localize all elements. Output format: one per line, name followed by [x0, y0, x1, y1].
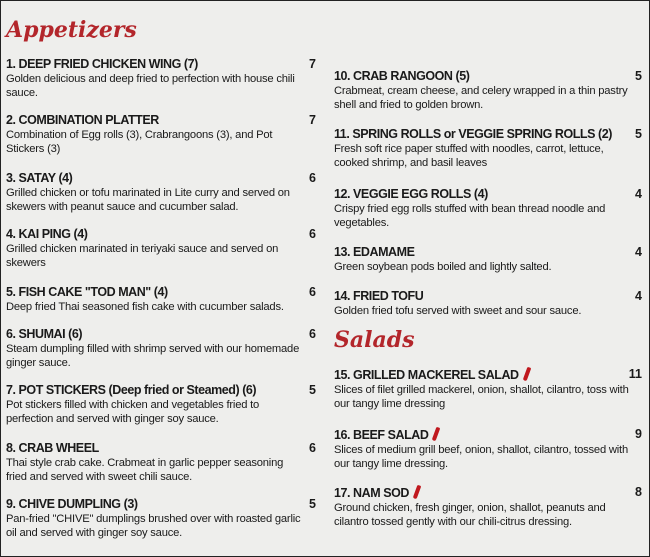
chili-pepper-icon	[522, 367, 531, 382]
left-column	[6, 15, 316, 553]
item-title: 1. DEEP FRIED CHICKEN WING (7)	[6, 57, 198, 71]
item-description: Steam dumpling filled with shrimp served with our homemade ginger sauce.	[6, 343, 300, 369]
item-price: 7	[309, 57, 316, 71]
item-title: 8. CRAB WHEEL	[6, 441, 99, 455]
item-price: 5	[635, 69, 642, 83]
item-title: 12. VEGGIE EGG ROLLS (4)	[334, 187, 488, 201]
item-title: 6. SHUMAI (6)	[6, 327, 83, 341]
item-price: 5	[309, 383, 316, 397]
appetizers-heading: Appetizers	[6, 17, 137, 43]
item-price: 7	[309, 113, 316, 127]
item-title: 15. GRILLED MACKEREL SALAD	[334, 368, 519, 382]
item-price: 11	[628, 367, 642, 381]
item-title: 7. POT STICKERS (Deep fried or Steamed) (6)	[6, 383, 257, 397]
menu-item	[334, 69, 642, 127]
item-title: 16. BEEF SALAD	[334, 428, 429, 442]
item-description: Green soybean pods boiled and lightly salted.	[334, 261, 552, 273]
menu-item	[334, 187, 642, 245]
item-description: Pot stickers filled with chicken and vegetables fried to perfection and served with ginger soy sauce.	[6, 399, 260, 425]
item-description: Thai style crab cake. Crabmeat in garlic pepper seasoning fried and served with sweet chili sauce.	[6, 457, 284, 483]
menu-item	[6, 171, 316, 227]
item-price: 8	[635, 485, 642, 499]
item-price: 5	[309, 497, 316, 511]
item-description: Crabmeat, cream cheese, and celery wrapped in a thin pastry shell and fried to golden brown.	[334, 85, 628, 111]
item-title: 3. SATAY (4)	[6, 171, 73, 185]
item-description: Ground chicken, fresh ginger, onion, shallot, peanuts and cilantro tossed gently with our chili-citrus dressing.	[334, 502, 606, 528]
item-description: Grilled chicken or tofu marinated in Lite curry and served on skewers with peanut sauce and cucumber salad.	[6, 187, 290, 213]
item-title: 9. CHIVE DUMPLING (3)	[6, 497, 138, 511]
item-title: 10. CRAB RANGOON (5)	[334, 69, 470, 83]
menu-item	[6, 113, 316, 171]
chili-pepper-icon	[413, 485, 422, 500]
menu-item	[334, 427, 642, 485]
menu-item	[334, 367, 642, 427]
item-price: 4	[635, 289, 642, 303]
item-price: 6	[309, 171, 316, 185]
item-price: 9	[635, 427, 642, 441]
item-title: 4. KAI PING (4)	[6, 227, 88, 241]
item-description: Pan-fried "CHIVE" dumplings brushed over with roasted garlic oil and served with ginger soy sauce.	[6, 513, 301, 539]
item-description: Golden delicious and deep fried to perfection with house chili sauce.	[6, 73, 295, 99]
menu-item	[334, 485, 642, 541]
item-description: Deep fried Thai seasoned fish cake with cucumber salads.	[6, 301, 284, 313]
item-description: Crispy fried egg rolls stuffed with bean thread noodle and vegetables.	[334, 203, 606, 229]
item-price: 6	[309, 327, 316, 341]
menu-item	[6, 497, 316, 553]
item-price: 5	[635, 127, 642, 141]
chili-pepper-icon	[432, 427, 441, 442]
item-price: 4	[635, 245, 642, 259]
menu-item	[6, 441, 316, 497]
item-description: Grilled chicken marinated in teriyaki sauce and served on skewers	[6, 243, 279, 269]
item-title: 17. NAM SOD	[334, 486, 409, 500]
menu-item	[334, 127, 642, 187]
menu-item	[6, 327, 316, 383]
menu-item	[6, 57, 316, 113]
item-title: 11. SPRING ROLLS or VEGGIE SPRING ROLLS (2)	[334, 127, 612, 141]
item-description: Golden fried tofu served with sweet and sour sauce.	[334, 305, 582, 317]
menu-item	[6, 383, 316, 441]
item-price: 6	[309, 285, 316, 299]
item-description: Combination of Egg rolls (3), Crabrangoons (3), and Pot Stickers (3)	[6, 129, 273, 155]
menu-item	[6, 227, 316, 285]
item-title: 13. EDAMAME	[334, 245, 415, 259]
item-title: 2. COMBINATION PLATTER	[6, 113, 159, 127]
menu-item	[6, 285, 316, 327]
menu-item	[334, 289, 642, 325]
item-title: 14. FRIED TOFU	[334, 289, 424, 303]
item-description: Fresh soft rice paper stuffed with noodles, carrot, lettuce, cooked shrimp, and basil leaves	[334, 143, 604, 169]
salads-heading: Salads	[334, 327, 415, 353]
item-price: 4	[635, 187, 642, 201]
right-column	[334, 69, 642, 541]
item-description: Slices of medium grill beef, onion, shallot, cilantro, tossed with our tangy lime dressing.	[334, 444, 628, 470]
item-price: 6	[309, 441, 316, 455]
item-title: 5. FISH CAKE "TOD MAN" (4)	[6, 285, 168, 299]
menu-item	[334, 245, 642, 289]
item-description: Slices of filet grilled mackerel, onion, shallot, cilantro, toss with our tangy lime dressing	[334, 384, 629, 410]
item-price: 6	[309, 227, 316, 241]
